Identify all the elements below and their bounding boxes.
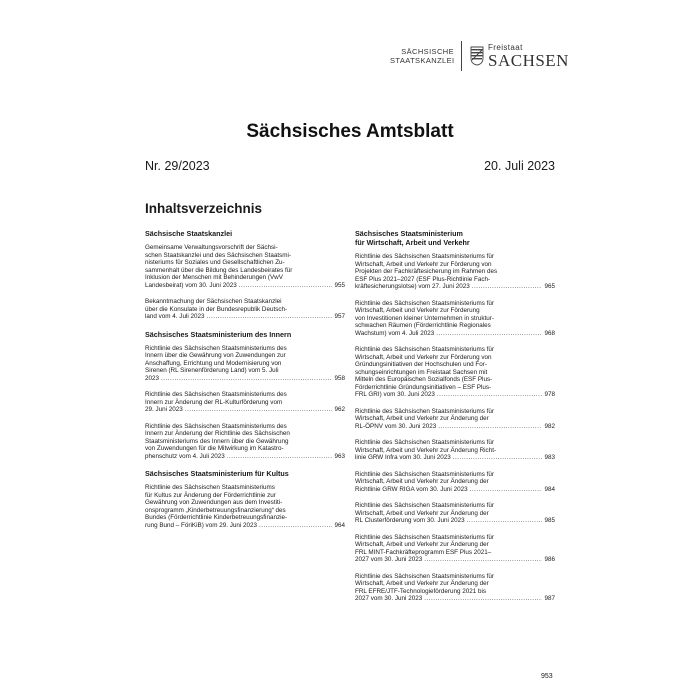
entry-text-line: Richtlinie des Sächsischen Staatsministeriums für [355, 407, 494, 415]
section-heading-line: für Wirtschaft, Arbeit und Verkehr [355, 238, 470, 247]
entry-last-line [355, 283, 555, 291]
entry-text-line: Bekanntmachung der Sächsischen Staatskanzlei [145, 298, 282, 305]
entry-page-number: 987 [544, 595, 555, 602]
logo-divider [461, 41, 462, 71]
toc-entry[interactable] [145, 298, 345, 321]
entry-text-line: FRL EFRE/JTF-Technologieförderung 2021 bis [355, 587, 487, 595]
toc-entry[interactable] [355, 300, 555, 338]
entry-last-line [145, 522, 345, 530]
entry-page-number: 963 [334, 452, 345, 460]
entry-text-line: Richtlinie des Sächsischen Staatsministeriums für [355, 299, 494, 307]
dot-leader [470, 486, 542, 494]
toc-entry[interactable] [355, 573, 555, 603]
entry-last-line [145, 282, 345, 290]
entry-page-number: 985 [544, 517, 555, 524]
entry-last-line [355, 486, 555, 494]
entry-text-line: Wirtschaft, Arbeit und Verkehr zur Förderung von [355, 353, 492, 361]
toc-entry[interactable] [145, 484, 345, 529]
staatskanzlei-line1: SÄCHSISCHE [401, 47, 454, 56]
entry-last-line [145, 453, 345, 461]
entry-text-line: Mitteln des Europäischen Sozialfonds (ESF Plus- [355, 376, 493, 383]
entry-last-line [145, 313, 345, 321]
entry-text-line: Gewährung von Zuwendungen aus dem Investiti- [145, 499, 283, 506]
document-title: Sächsisches Amtsblatt [246, 121, 454, 142]
entry-text-line: Projekten der Fachkräftesicherung im Rahmen des [355, 268, 498, 275]
entry-text-line: Wirtschaft, Arbeit und Verkehr zur Änderung Richt- [355, 446, 497, 454]
entry-text-line: Förderrichtlinie Gründungsinitiativen – ESF Plus- [355, 383, 492, 391]
entry-text-line: Wirtschaft, Arbeit und Verkehr zur Förderung [355, 307, 480, 314]
dot-leader [424, 595, 542, 603]
section-heading [355, 229, 555, 247]
entry-text-line: FRL MINT-Fachkräfteprogramm ESF Plus 2021– [355, 548, 492, 556]
dot-leader [436, 330, 542, 338]
dot-leader [239, 282, 332, 290]
entry-page-number: 983 [544, 454, 555, 461]
entry-text-line: Wirtschaft, Arbeit und Verkehr zur Änderung der [355, 415, 489, 422]
entry-text-line: von Zuwendungen für die Mitwirkung im Katastro- [145, 445, 284, 452]
entry-text-line: Richtlinie des Sächsischen Staatsministeriums für [355, 502, 494, 509]
entry-text-line: Richtlinie des Sächsischen Staatsministeriums des [145, 344, 287, 352]
section-heading: Sächsisches Staatsministerium des Innern [145, 329, 292, 339]
entry-last-line [355, 517, 555, 525]
page-number: 953 [541, 673, 553, 680]
toc-entry[interactable] [145, 244, 345, 289]
entry-text-line: Anschaffung, Errichtung und Modernisierung von [145, 359, 282, 367]
entry-page-number: 962 [334, 406, 345, 413]
entry-page-number: 982 [544, 422, 555, 430]
entry-text-line: 2023 [145, 374, 160, 382]
entry-last-line [145, 406, 345, 414]
entry-text-line: Richtlinie GRW RIGA vom 30. Juni 2023 [355, 485, 468, 493]
entry-text-line: Inklusion der Menschen mit Behinderungen (VwV [145, 274, 283, 281]
entry-text-line: nisteriums für Soziales und Gesellschaftlichen Zu- [145, 259, 285, 266]
entry-last-line [355, 595, 555, 603]
entry-text-line: Richtlinie des Sächsischen Staatsministeriums für [355, 346, 494, 353]
toc-section [145, 229, 345, 321]
entry-page-number: 958 [334, 374, 345, 382]
entry-page-number: 984 [544, 485, 555, 493]
staatskanzlei-line2: STAATSKANZLEI [390, 56, 455, 65]
toc-section [145, 469, 345, 529]
sachsen-label: SACHSEN [488, 50, 569, 70]
dot-leader [437, 391, 542, 399]
freistaat-sachsen-wordmark [488, 44, 569, 69]
entry-text-line: für Kultus zur Änderung der Förderrichtlinie zur [145, 491, 276, 499]
dot-leader [227, 453, 332, 461]
dot-leader [161, 375, 332, 383]
entry-text-line: 29. Juni 2023 [145, 406, 183, 413]
entry-text-line: Wirtschaft, Arbeit und Verkehr zur Änderung der [355, 478, 489, 485]
dot-leader [438, 423, 542, 431]
entry-last-line [355, 454, 555, 462]
toc-heading: Inhaltsverzeichnis [145, 201, 263, 216]
entry-text-line: Gründungsinitiativen der Hochschulen und For- [355, 361, 487, 368]
entry-text-line: Gemeinsame Verwaltungsvorschrift der Sächsi- [145, 244, 278, 251]
toc-entry[interactable] [145, 345, 345, 383]
entry-text-line: sammenhalt über die Bildung des Landesbeirates für [145, 266, 293, 274]
entry-last-line [145, 375, 345, 383]
entry-text-line: Wirtschaft, Arbeit und Verkehr zur Änderung der [355, 541, 489, 548]
entry-text-line: Wirtschaft, Arbeit und Verkehr zur Förderung von [355, 260, 492, 268]
toc-entry[interactable] [355, 253, 555, 291]
toc-left-column [145, 229, 345, 538]
entry-text-line: RL Clusterförderung vom 30. Juni 2023 [355, 517, 465, 524]
masthead [390, 40, 569, 72]
section-heading: Sächsische Staatskanzlei [145, 229, 233, 238]
toc-entry[interactable] [355, 346, 555, 399]
saxony-coat-of-arms-icon [470, 46, 484, 66]
entry-text-line: schen Staatskanzlei und des Sächsischen Staatsmi- [145, 251, 291, 259]
entry-page-number: 986 [544, 556, 555, 563]
dot-leader [207, 313, 332, 321]
entry-last-line [355, 330, 555, 338]
entry-text-line: Wirtschaft, Arbeit und Verkehr zur Änderung der [355, 580, 489, 587]
entry-text-line: Richtlinie des Sächsischen Staatsministeriums für [355, 439, 494, 446]
dot-leader [472, 283, 542, 291]
entry-last-line [355, 556, 555, 564]
entry-text-line: Richtlinie des Sächsischen Staatsministeriums für [355, 470, 494, 478]
entry-text-line: Innern zur Änderung der Richtlinie des Sächsischen [145, 430, 290, 437]
entry-text-line: Bundes (Förderrichtlinie Kinderbetreuungsfinanzie- [145, 514, 288, 521]
entry-text-line: Staatsministeriums des Innern über die Gewährung [145, 437, 289, 445]
dot-leader [424, 556, 542, 564]
entry-text-line: ESF Plus 2021–2027 (ESF Plus-Richtlinie Fach- [355, 275, 491, 283]
dot-leader [467, 517, 542, 525]
entry-text-line: 2027 vom 30. Juni 2023 [355, 595, 423, 602]
toc-right-column [355, 229, 555, 612]
entry-text-line: linie GRW Infra vom 30. Juni 2023 [355, 454, 451, 461]
entry-text-line: 2027 vom 30. Juni 2023 [355, 556, 423, 563]
entry-text-line: Richtlinie des Sächsischen Staatsministeriums für [355, 533, 494, 541]
entry-text-line: rung Bund – FöriKiB) vom 29. Juni 2023 [145, 521, 258, 529]
entry-text-line: Innern über die Gewährung von Zuwendungen zur [145, 352, 286, 359]
entry-text-line: Richtlinie des Sächsischen Staatsministeriums [145, 484, 275, 491]
entry-text-line: Richtlinie des Sächsischen Staatsministeriums für [355, 253, 494, 260]
entry-text-line: Innern zur Änderung der RL-Kulturförderung vom [145, 398, 283, 406]
dot-leader [259, 522, 332, 530]
entry-page-number: 965 [544, 283, 555, 290]
staatskanzlei-logo-text [390, 47, 454, 65]
entry-page-number: 978 [544, 391, 555, 398]
entry-last-line [355, 391, 555, 399]
freistaat-label: Freistaat [488, 42, 523, 52]
toc-entry[interactable] [355, 439, 555, 462]
toc-entry[interactable] [145, 391, 345, 414]
toc-entry[interactable] [355, 502, 555, 525]
entry-text-line: kräftesicherungslotse) vom 27. Juni 2023 [355, 283, 470, 290]
section-heading: Sächsisches Staatsministerium für Kultus [145, 469, 289, 478]
entry-text-line: Richtlinie des Sächsischen Staatsministeriums für [355, 572, 494, 580]
entry-text-line: land vom 4. Juli 2023 [145, 313, 205, 320]
entry-page-number: 955 [334, 281, 345, 289]
entry-text-line: Wachstum) vom 4. Juli 2023 [355, 329, 435, 337]
toc-entry[interactable] [355, 471, 555, 494]
entry-text-line: Landesbeirat) vom 30. Juni 2023 [145, 281, 237, 289]
dot-leader [453, 454, 542, 462]
entry-page-number: 957 [334, 313, 345, 320]
entry-text-line: Sirenen (RL Sirenenförderung Land) vom 5. Juli [145, 367, 279, 374]
entry-text-line: Richtlinie des Sächsischen Staatsministeriums des [145, 391, 287, 398]
toc-entry[interactable] [355, 408, 555, 431]
entry-text-line: schungseinrichtungen im Freistaat Sachsen mit [355, 368, 488, 376]
toc-section [355, 229, 555, 603]
entry-page-number: 964 [334, 521, 345, 529]
entry-text-line: RL-ÖPNV vom 30. Juni 2023 [355, 422, 437, 430]
entry-text-line: phenschutz vom 4. Juli 2023 [145, 452, 225, 460]
entry-last-line [355, 423, 555, 431]
issue-date: 20. Juli 2023 [484, 159, 555, 173]
toc-entry[interactable] [355, 534, 555, 564]
entry-page-number: 968 [544, 329, 555, 337]
entry-text-line: onsprogramm „Kinderbetreuungsfinanzierung“ des [145, 506, 286, 514]
dot-leader [185, 406, 332, 414]
toc-entry[interactable] [145, 423, 345, 461]
entry-text-line: von Investitionen kleiner Unternehmen in struktur- [355, 314, 494, 322]
section-heading-line: Sächsisches Staatsministerium [355, 229, 463, 238]
toc-section [145, 330, 345, 461]
entry-text-line: Wirtschaft, Arbeit und Verkehr zur Änderung der [355, 509, 489, 517]
entry-text-line: Richtlinie des Sächsischen Staatsministeriums des [145, 422, 287, 430]
entry-text-line: schwachen Räumen (Förderrichtlinie Regionales [355, 322, 491, 329]
issue-number: Nr. 29/2023 [145, 159, 210, 173]
entry-text-line: über die Konsulate in der Bundesrepublik Deutsch- [145, 305, 288, 313]
entry-text-line: FRL GRI) vom 30. Juni 2023 [355, 391, 435, 398]
